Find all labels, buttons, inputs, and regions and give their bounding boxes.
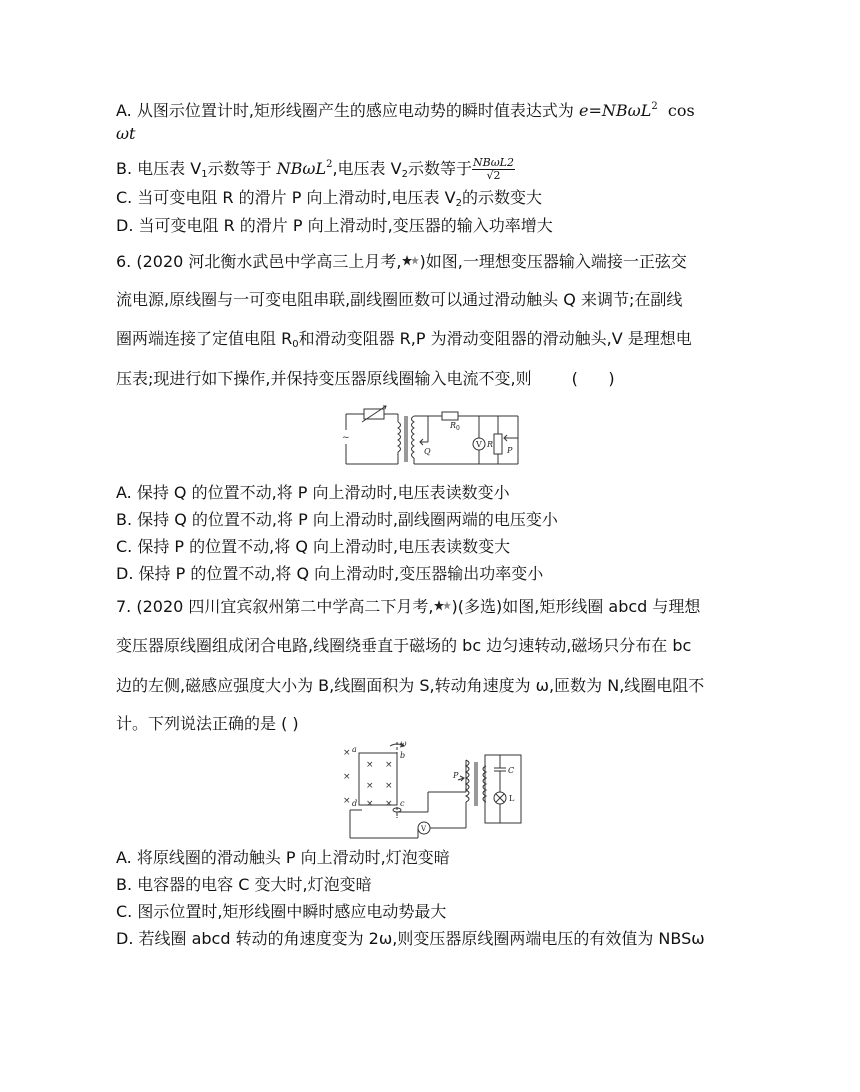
q6-fig-r: R	[487, 440, 494, 449]
q6-option-c: C. 保持 P 的位置不动,将 Q 向上滑动时,电压表读数变大	[116, 537, 511, 556]
q6-source: 6. (2020 河北衡水武邑中学高三上月考,	[116, 252, 402, 271]
q7-generator-diagram	[340, 740, 530, 840]
field-x-mark: ×	[366, 781, 374, 791]
q7-fig-omega: ω	[400, 740, 407, 748]
field-x-mark: ×	[385, 799, 393, 809]
q7-option-b: B. 电容器的电容 C 变大时,灯泡变暗	[116, 875, 372, 894]
q7-fig-a: a	[352, 745, 357, 754]
ac-source-icon: ~	[342, 433, 350, 443]
q7-option-a: A. 将原线圈的滑动触头 P 向上滑动时,灯泡变暗	[116, 848, 450, 867]
q7-fig-lamp: L	[509, 794, 515, 803]
q5-option-b-mid2: ,电压表 V	[332, 159, 402, 178]
q7-source: 7. (2020 四川宜宾叙州第二中学高二下月考,	[116, 597, 434, 616]
q6-stem-line3	[116, 329, 692, 355]
q6-fig-q: Q	[424, 447, 431, 456]
q5-option-c-text: C. 当可变电阻 R 的滑片 P 向上滑动时,电压表 V	[116, 188, 456, 207]
q6-fig-voltmeter: V	[476, 440, 482, 449]
q5-option-c-sub: 2	[455, 198, 462, 209]
q7-fig-d: d	[352, 799, 358, 808]
q7-stem-text1: )(多选)如图,矩形线圈 abcd 与理想	[451, 597, 701, 616]
q6-option-d: D. 保持 P 的位置不动,将 Q 向上滑动时,变压器输出功率变小	[116, 564, 544, 583]
q6-fig-p: P	[507, 446, 513, 455]
q7-option-d: D. 若线圈 abcd 转动的角速度变为 2ω,则变压器原线圈两端电压的有效值为 NBSω	[116, 929, 705, 948]
q5-option-a-line2	[116, 124, 135, 144]
q5-option-a-text: A. 从图示位置计时,矩形线圈产生的感应电动势的瞬时值表达式为	[116, 101, 580, 120]
q5-option-b-sub1: 1	[201, 169, 208, 180]
q7-fig-b: b	[400, 751, 406, 760]
field-x-mark: ×	[343, 748, 351, 758]
q6-option-b: B. 保持 Q 的位置不动,将 P 向上滑动时,副线圈两端的电压变小	[116, 510, 558, 529]
q7-fig-c: c	[400, 799, 405, 808]
q5-option-b	[116, 155, 515, 185]
q6-stem-line2: 流电源,原线圈与一可变电阻串联,副线圈匝数可以通过滑动触头 Q 来调节;在副线	[116, 290, 683, 309]
q5-option-b-mid3: 示数等于	[407, 159, 472, 178]
q5-option-b-sub2: 2	[401, 169, 408, 180]
difficulty-stars-icon	[434, 599, 452, 613]
q6-answer-paren: ( )	[571, 369, 615, 388]
q7-stem-line2: 变压器原线圈组成闭合电路,线圈绕垂直于磁场的 bc 边匀速转动,磁场只分布在 bc	[116, 636, 692, 655]
q5-option-a-omega-t: ωt	[116, 124, 136, 143]
q5-option-c	[116, 188, 542, 214]
q6-stem-line1	[116, 252, 687, 272]
q5-option-d	[116, 216, 553, 236]
q5-option-b-formula: NBωL	[276, 159, 327, 178]
q6-option-a: A. 保持 Q 的位置不动,将 P 向上滑动时,电压表读数变小	[116, 483, 510, 502]
q7-fig-voltmeter: V	[421, 825, 427, 833]
q5-option-c-tail: 的示数变大	[461, 188, 542, 207]
q6-stem-text4: 压表;现进行如下操作,并保持变压器原线圈输入电流不变,则	[116, 369, 532, 388]
q7-stem-line4: 计。下列说法正确的是 ( )	[116, 714, 299, 733]
field-x-mark: ×	[385, 781, 393, 791]
field-x-mark: ×	[366, 760, 374, 770]
field-x-mark: ×	[343, 796, 351, 806]
fraction-numerator: NBωL2	[472, 156, 514, 169]
q5-option-d-text: D. 当可变电阻 R 的滑片 P 向上滑动时,变压器的输入功率增大	[116, 216, 553, 235]
q5-option-b-prefix: B. 电压表 V	[116, 159, 202, 178]
q7-stem-line1	[116, 597, 700, 617]
q5-option-b-mid: 示数等于	[207, 159, 277, 178]
q5-option-a	[116, 97, 695, 121]
q6-stem-line4	[116, 369, 615, 389]
q6-stem-text3a: 圈两端连接了定值电阻 R	[116, 329, 293, 348]
field-x-mark: ×	[385, 760, 393, 770]
q7-fig-p: P	[453, 771, 459, 780]
difficulty-stars-icon	[402, 254, 420, 268]
q7-option-c: C. 图示位置时,矩形线圈中瞬时感应电动势最大	[116, 902, 447, 921]
q5-option-a-cos: cos	[657, 101, 695, 120]
field-x-mark: ×	[343, 772, 351, 782]
q6-circuit-diagram	[338, 404, 528, 470]
q6-stem-text3b: 和滑动变阻器 R,P 为滑动变阻器的滑动触头,V 是理想电	[298, 329, 692, 348]
q6-fig-r0: R	[450, 421, 457, 430]
q7-stem-line3: 边的左侧,磁感应强度大小为 B,线圈面积为 S,转动角速度为 ω,匝数为 N,线圈电阻不	[116, 676, 705, 695]
q6-stem-text1: )如图,一理想变压器输入端接一正弦交	[419, 252, 687, 271]
q5-option-b-sup: 2	[326, 159, 333, 170]
q7-fig-capacitor: C	[508, 766, 515, 775]
q6-r0-sub: 0	[292, 339, 299, 350]
field-x-mark: ×	[366, 799, 374, 809]
q5-option-a-sup: 2	[651, 101, 658, 112]
q6-fig-r0-sub: 0	[456, 425, 460, 432]
q5-option-b-fraction	[472, 157, 515, 182]
q5-option-a-formula: e=NBωL	[579, 101, 652, 120]
fraction-denominator: √2	[486, 169, 501, 182]
